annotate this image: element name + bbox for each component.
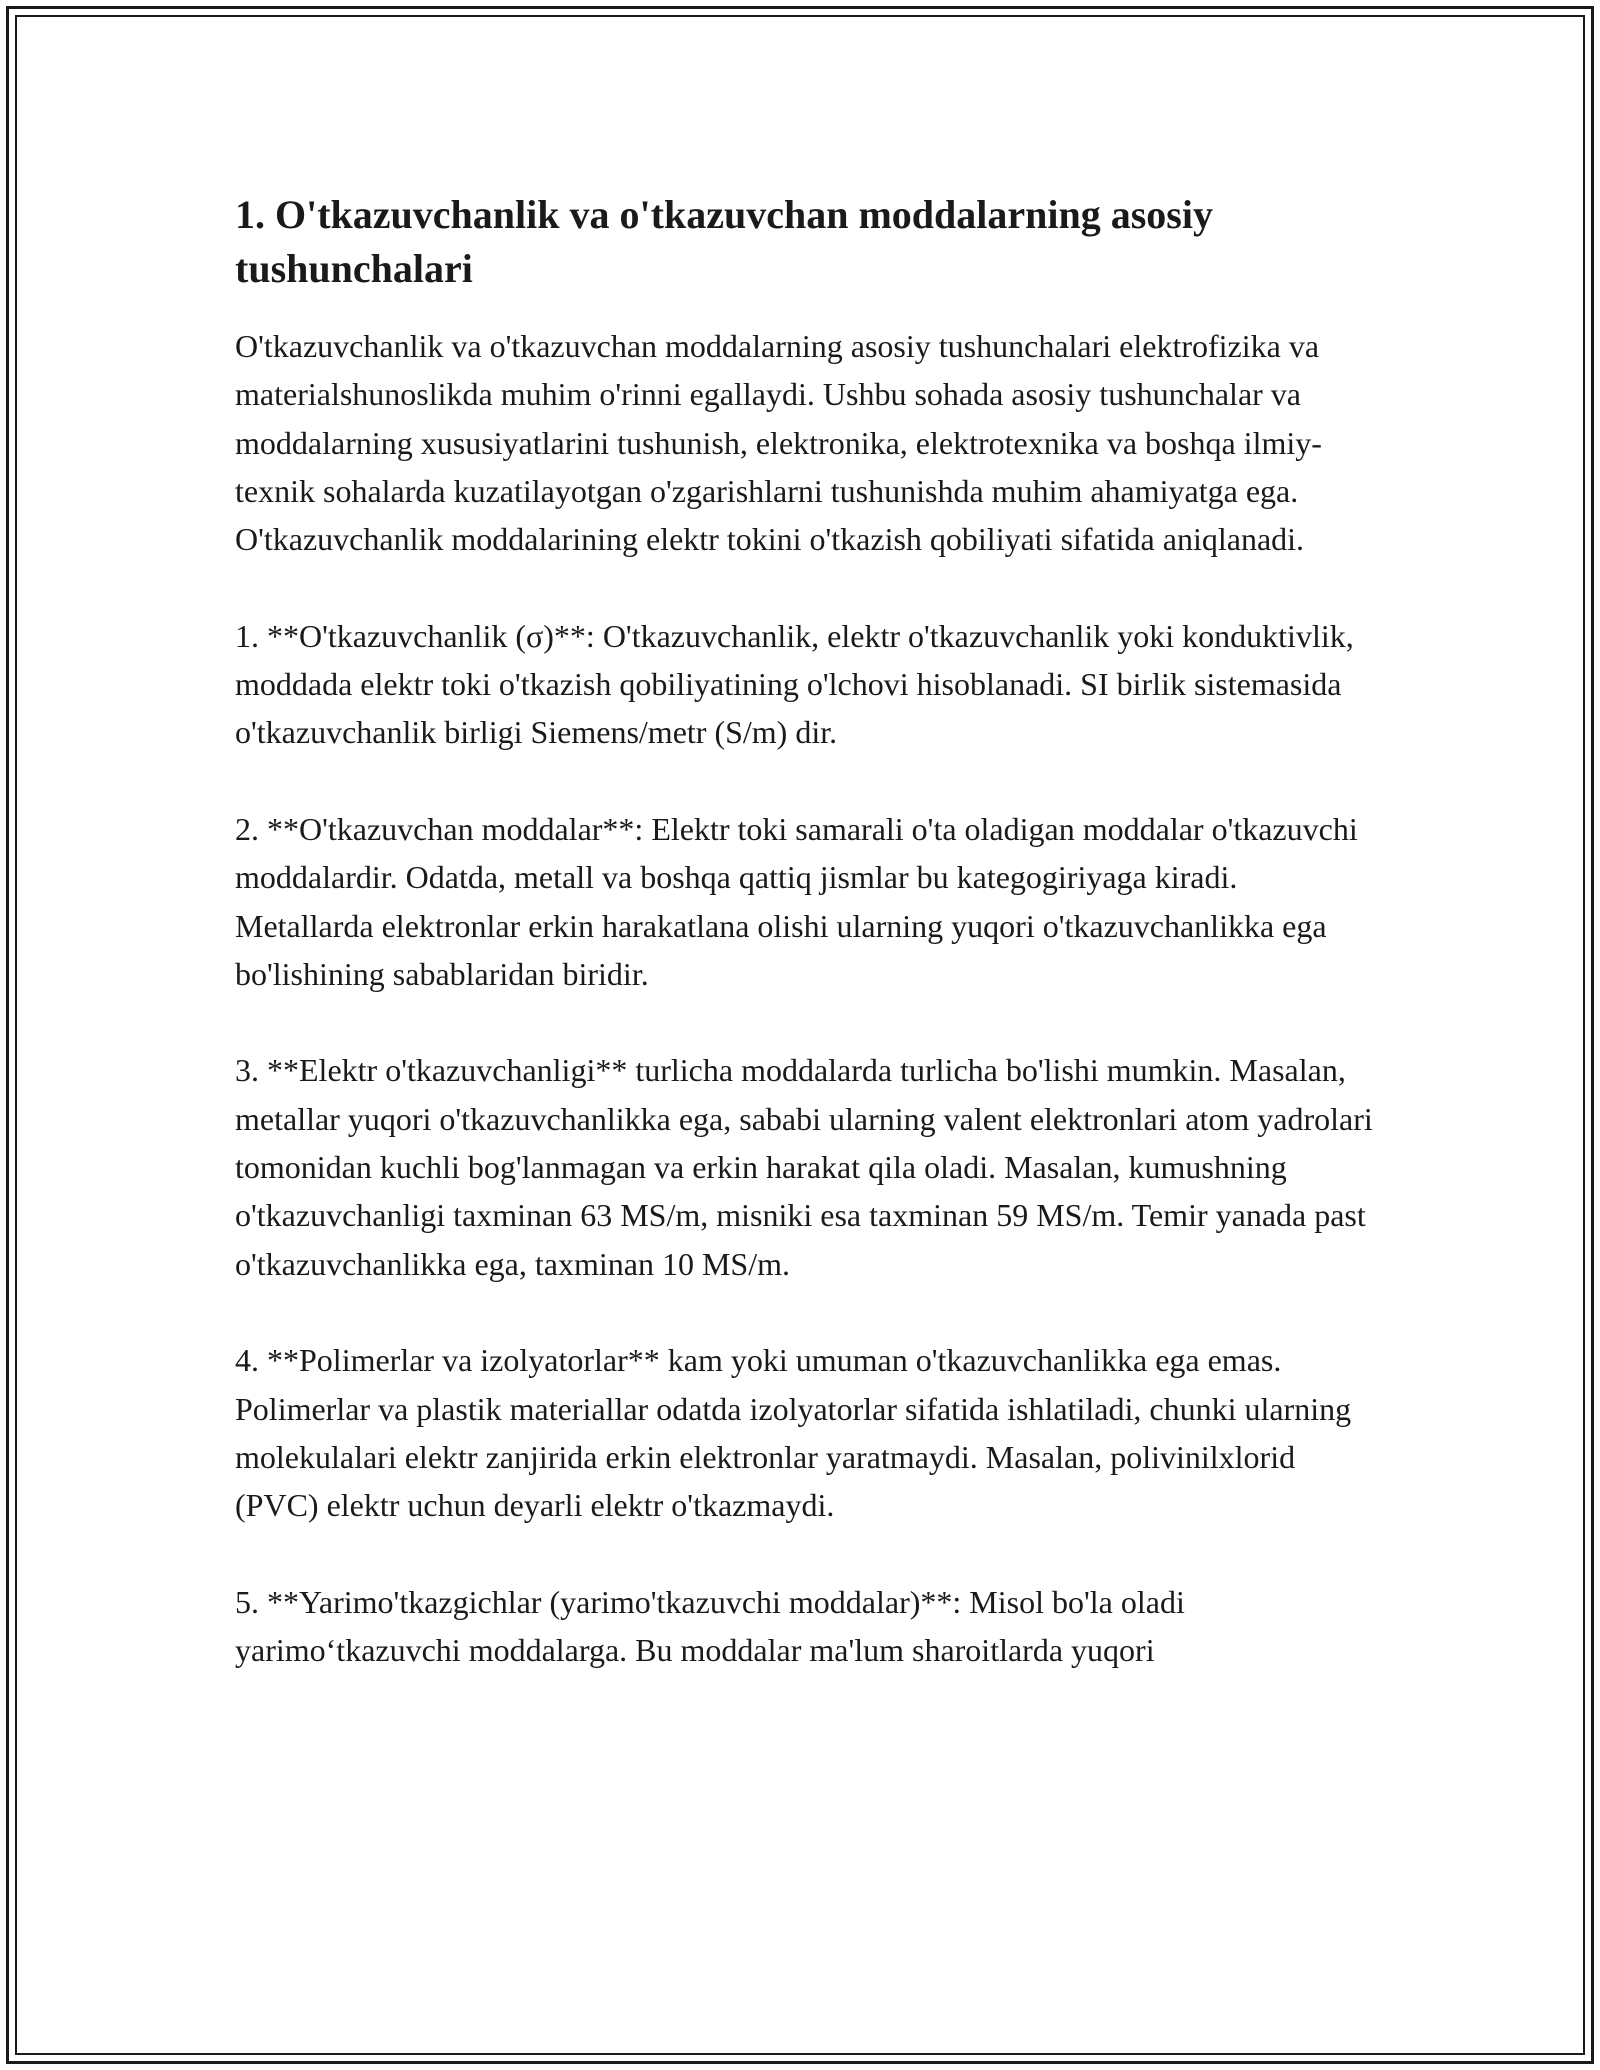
document-body — [235, 188, 1375, 1674]
intro-paragraph: O'tkazuvchanlik va o'tkazuvchan moddalarning asosiy tushunchalari elektrofizika va materialshunoslikda muhim o'rinni egallaydi. Ushbu sohada asosiy tushunchalar va moddalarning xususiyatlarini tushunish, elektronika, elektrotexnika va boshqa ilmiy-texnik sohalarda kuzatilayotgan o'zgarishlarni tushunishda muhim ahamiyatga ega. O'tkazuvchanlik moddalarining elektr tokini o'tkazish qobiliyati sifatida aniqlanadi. — [235, 328, 1322, 558]
list-item-electrical-conductivity: 3. **Elektr o'tkazuvchanligi** turlicha moddalarda turlicha bo'lishi mumkin. Masalan, metallar yuqori o'tkazuvchanlikka ega, sababi ularning valent elektronlari atom yadrolari tomonidan kuchli bog'lanmagan va erkin harakat qila oladi. Masalan, kumushning o'tkazuvchanligi taxminan 63 MS/m, misniki esa taxminan 59 MS/m. Temir yanada past o'tkazuvchanlikka ega, taxminan 10 MS/m. — [235, 1052, 1373, 1282]
list-item-polymers-insulators: 4. **Polimerlar va izolyatorlar** kam yoki umuman o'tkazuvchanlikka ega emas. Polimerlar va plastik materiallar odatda izolyatorlar sifatida ishlatiladi, chunki ularning molekulalari elektr zanjirida erkin elektronlar yaratmaydi. Masalan, polivinilxlorid (PVC) elektr uchun deyarli elektr o'tkazmaydi. — [235, 1342, 1352, 1524]
list-item-semiconductors: 5. **Yarimo'tkazgichlar (yarimo'tkazuvchi moddalar)**: Misol bo'la oladi yarimo‘tkazuvchi moddalarga. Bu moddalar ma'lum sharoitlarda yuqori — [235, 1583, 1185, 1669]
section-heading: 1. O'tkazuvchanlik va o'tkazuvchan moddalarning asosiy tushunchalari — [235, 192, 1213, 291]
list-item-conductivity: 1. **O'tkazuvchanlik (σ)**: O'tkazuvchanlik, elektr o'tkazuvchanlik yoki konduktivlik, moddada elektr toki o'tkazish qobiliyatining o'lchovi hisoblanadi. SI birlik sistemasida o'tkazuvchanlik birligi Siemens/metr (S/m) dir. — [235, 617, 1354, 751]
list-item-conductive-materials: 2. **O'tkazuvchan moddalar**: Elektr toki samarali o'ta oladigan moddalar o'tkazuvchi moddalardir. Odatda, metall va boshqa qattiq jismlar bu kategogiriyaga kiradi. Metallarda elektronlar erkin harakatlana olishi ularning yuqori o'tkazuvchanlikka ega bo'lishining sabablaridan biridir. — [235, 810, 1358, 992]
